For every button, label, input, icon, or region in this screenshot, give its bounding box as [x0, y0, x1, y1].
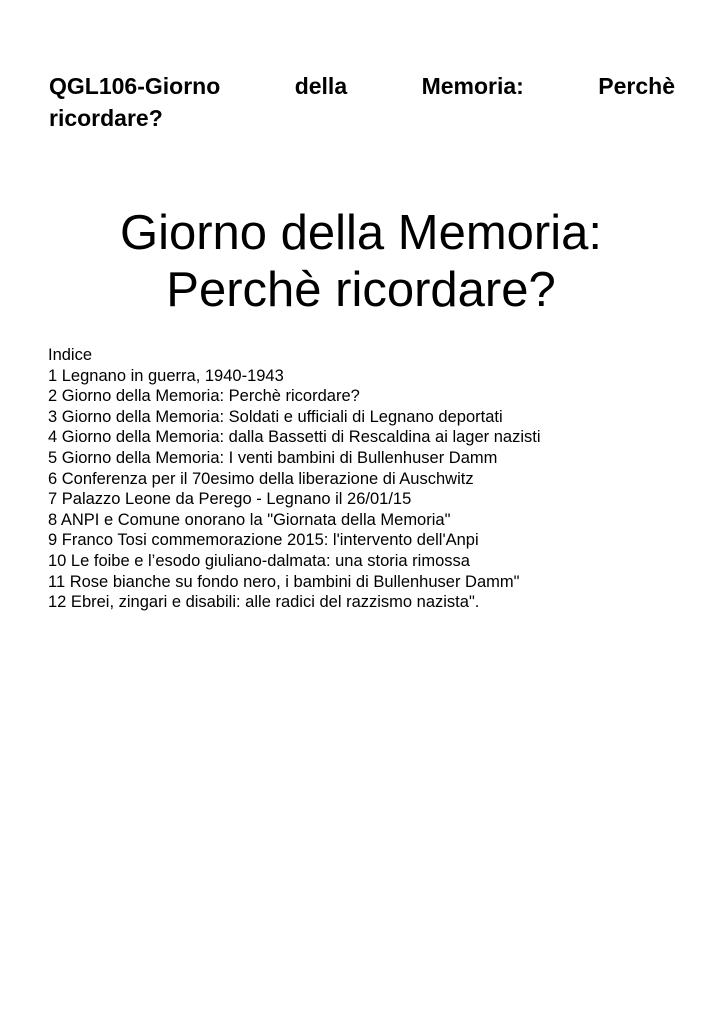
- toc-item[interactable]: 11 Rose bianche su fondo nero, i bambini di Bullenhuser Damm": [48, 572, 520, 591]
- header-word: Memoria:: [421, 73, 524, 99]
- main-title-line-2: Perchè ricordare?: [166, 263, 556, 317]
- header-title-line-2: ricordare?: [49, 105, 163, 131]
- toc-item[interactable]: 2 Giorno della Memoria: Perchè ricordare?: [48, 387, 360, 406]
- toc-heading: Indice: [48, 346, 93, 364]
- toc-item[interactable]: 1 Legnano in guerra, 1940-1943: [48, 366, 284, 385]
- header-word: Perchè: [598, 73, 675, 99]
- main-title-line-1: Giorno della Memoria:: [119, 206, 603, 260]
- toc-item[interactable]: 5 Giorno della Memoria: I venti bambini di Bullenhuser Damm: [48, 448, 498, 467]
- header-word: QGL106-Giorno: [49, 73, 221, 99]
- toc-item[interactable]: 12 Ebrei, zingari e disabili: alle radici del razzismo nazista".: [48, 593, 480, 612]
- toc-item[interactable]: 8 ANPI e Comune onorano la "Giornata della Memoria": [48, 510, 451, 529]
- table-of-contents: [48, 345, 688, 613]
- toc-list: [48, 366, 688, 613]
- document-header-title: [49, 70, 675, 134]
- main-title: [0, 205, 722, 319]
- toc-item[interactable]: 4 Giorno della Memoria: dalla Bassetti di Rescaldina ai lager nazisti: [48, 428, 541, 447]
- toc-item[interactable]: 3 Giorno della Memoria: Soldati e ufficiali di Legnano deportati: [48, 407, 503, 426]
- toc-item[interactable]: 7 Palazzo Leone da Perego - Legnano il 26/01/15: [48, 490, 412, 509]
- toc-item[interactable]: 10 Le foibe e l’esodo giuliano-dalmata: una storia rimossa: [48, 551, 470, 570]
- header-title-line-1: [49, 70, 675, 102]
- toc-item[interactable]: 9 Franco Tosi commemorazione 2015: l'intervento dell'Anpi: [48, 531, 479, 550]
- toc-item[interactable]: 6 Conferenza per il 70esimo della liberazione di Auschwitz: [48, 469, 474, 488]
- header-word: della: [294, 73, 348, 99]
